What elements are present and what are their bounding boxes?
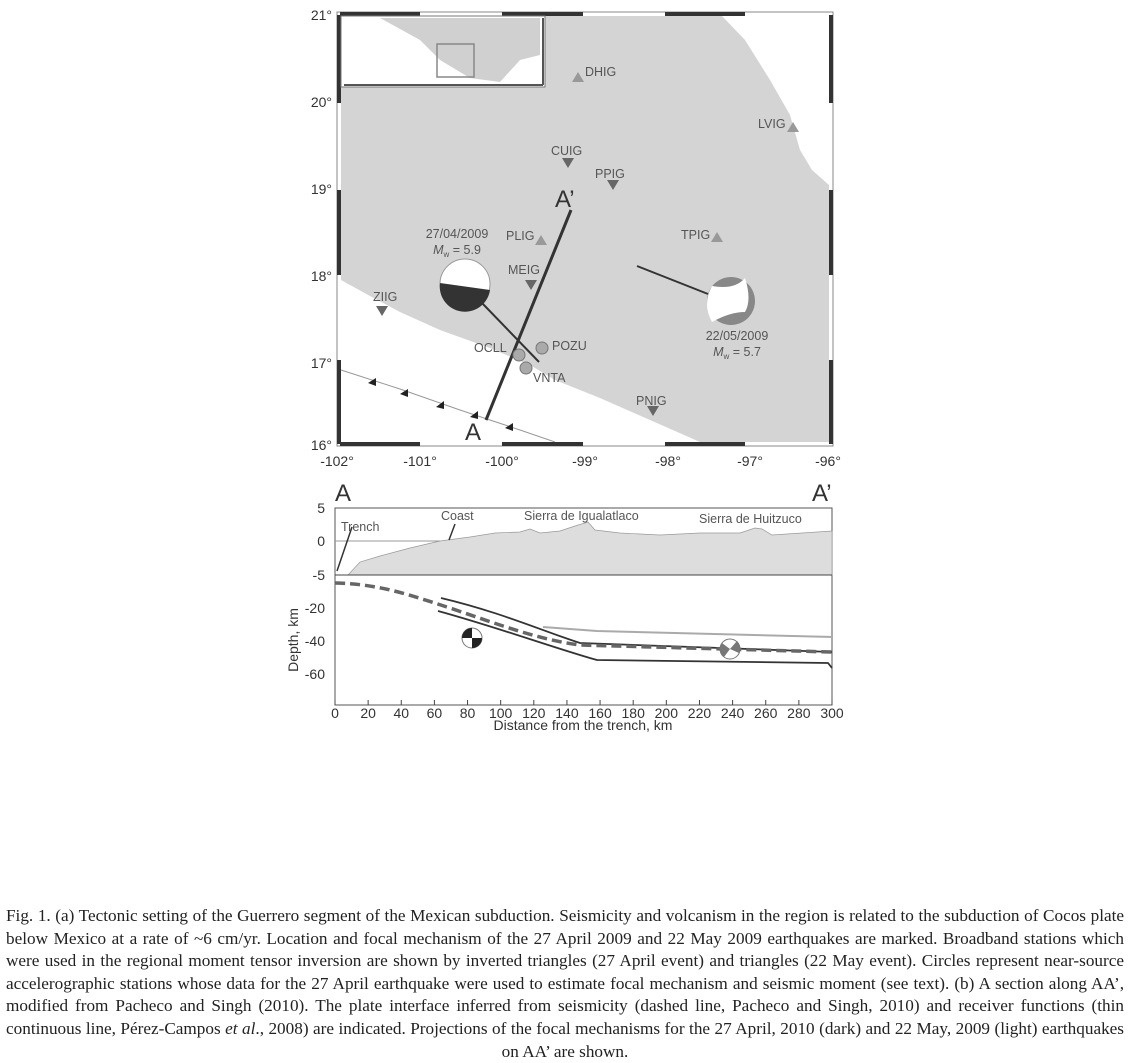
svg-text:-101°: -101°	[403, 453, 437, 469]
event1-date: 27/04/2009	[425, 227, 489, 241]
x-tick-label: 180	[621, 705, 645, 721]
svg-text:21°: 21°	[310, 7, 332, 23]
x-tick-label: 100	[488, 705, 513, 721]
station-label-tpig: TPIG	[681, 228, 711, 242]
svg-text:16°: 16°	[310, 437, 332, 453]
x-tick-label: 60	[426, 705, 443, 721]
svg-text:-40: -40	[304, 633, 325, 649]
station-label-ziig: ZIIG	[373, 290, 398, 304]
svg-text:20°: 20°	[310, 94, 332, 110]
svg-text:-60: -60	[304, 666, 325, 682]
focal-mechanism-22-may	[707, 277, 755, 325]
svg-text:-98°: -98°	[655, 453, 681, 469]
svg-text:5: 5	[317, 500, 325, 516]
inset-map	[341, 16, 545, 87]
x-tick-label: 80	[459, 705, 476, 721]
lon-axis	[320, 453, 841, 469]
station-label-pnig: PNIG	[636, 394, 667, 408]
svg-text:17°: 17°	[310, 355, 332, 371]
x-tick-label: 220	[687, 705, 712, 721]
x-tick-label: 0	[331, 705, 339, 721]
svg-text:19°: 19°	[310, 181, 332, 197]
coast-annotation: Coast	[441, 509, 474, 523]
station-label-plig: PLIG	[506, 229, 535, 243]
svg-text:-20: -20	[304, 600, 325, 616]
x-tick-label: 120	[522, 705, 546, 721]
x-tick-label: 40	[393, 705, 410, 721]
section-a-prime-label: A’	[812, 480, 832, 507]
x-tick-label: 140	[555, 705, 579, 721]
svg-text:-102°: -102°	[320, 453, 354, 469]
map-panel	[311, 7, 841, 469]
svg-text:-97°: -97°	[737, 453, 763, 469]
event2-magnitude: $M_w = 5.7$	[713, 345, 761, 361]
station-label-cuig: CUIG	[551, 144, 583, 158]
station-label-dhig: DHIG	[585, 65, 617, 79]
svg-text:-5: -5	[312, 567, 325, 583]
x-tick-label: 160	[588, 705, 612, 721]
section-a-label: A	[335, 480, 352, 507]
event1-magnitude: $M_w = 5.9$	[433, 243, 481, 259]
section-start-label: A	[465, 419, 482, 446]
x-tick-label: 240	[720, 705, 745, 721]
event2-date: 22/05/2009	[705, 329, 769, 343]
projected-focal-mechanism-dark	[462, 628, 482, 648]
trench-annotation: Trench	[341, 520, 380, 534]
section-y-axis	[305, 500, 325, 682]
section-end-label: A’	[555, 186, 575, 213]
x-tick-label: 200	[654, 705, 679, 721]
sierra-huitzuco-annotation: Sierra de Huitzuco	[699, 512, 802, 526]
figure-caption: Fig. 1. (a) Tectonic setting of the Guerrero segment of the Mexican subduction. Seismicity and volcanism in the region is related to the subduction of Cocos plate below Mexico at a rate of ~6 cm/yr. Location and focal mechanism of the 27 April 2009 and 22 May 2009 earthquakes are marked. Broadband stations which were used in the regional moment tensor inversion are shown by inverted triangles (27 April event) and triangles (22 May event). Circles represent near-source accelerographic stations whose data for the 27 April earthquake were used to estimate focal mechanism and seismic moment (see text). (b) A section along AA’, modified from Pacheco and Singh (2010). The plate interface inferred from seismicity (dashed line, Pacheco and Singh, 2010) and receiver functions (thin continuous line, Pérez-Campos et al., 2008) are indicated. Projections of the focal mechanisms for the 27 April, 2010 (dark) and 22 May, 2009 (light) earthquakes on AA’ are shown.	[6, 906, 1124, 1061]
x-tick-label: 300	[820, 705, 844, 721]
x-tick-label: 280	[787, 705, 811, 721]
station-label-ocll: OCLL	[474, 341, 507, 355]
section-y-label: Depth, km	[285, 608, 301, 672]
station-label-lvig: LVIG	[758, 117, 786, 131]
focal-mechanism-27-april	[440, 259, 490, 312]
station-label-meig: MEIG	[508, 263, 540, 277]
projected-focal-mechanism-light	[720, 639, 740, 659]
x-tick-label: 260	[754, 705, 778, 721]
lat-axis	[311, 7, 332, 453]
station-label-pozu: POZU	[552, 339, 587, 353]
section-x-label: Distance from the trench, km	[493, 717, 673, 733]
cross-section-panel	[285, 480, 844, 733]
svg-text:18°: 18°	[310, 268, 332, 284]
svg-text:-100°: -100°	[485, 453, 519, 469]
x-tick-label: 20	[360, 705, 376, 721]
sierra-igualatlaco-annotation: Sierra de Igualatlaco	[524, 509, 639, 523]
station-label-vnta: VNTA	[533, 371, 566, 385]
svg-text:0: 0	[317, 533, 325, 549]
station-label-ppig: PPIG	[595, 167, 625, 181]
svg-text:-96°: -96°	[815, 453, 841, 469]
svg-text:-99°: -99°	[572, 453, 598, 469]
